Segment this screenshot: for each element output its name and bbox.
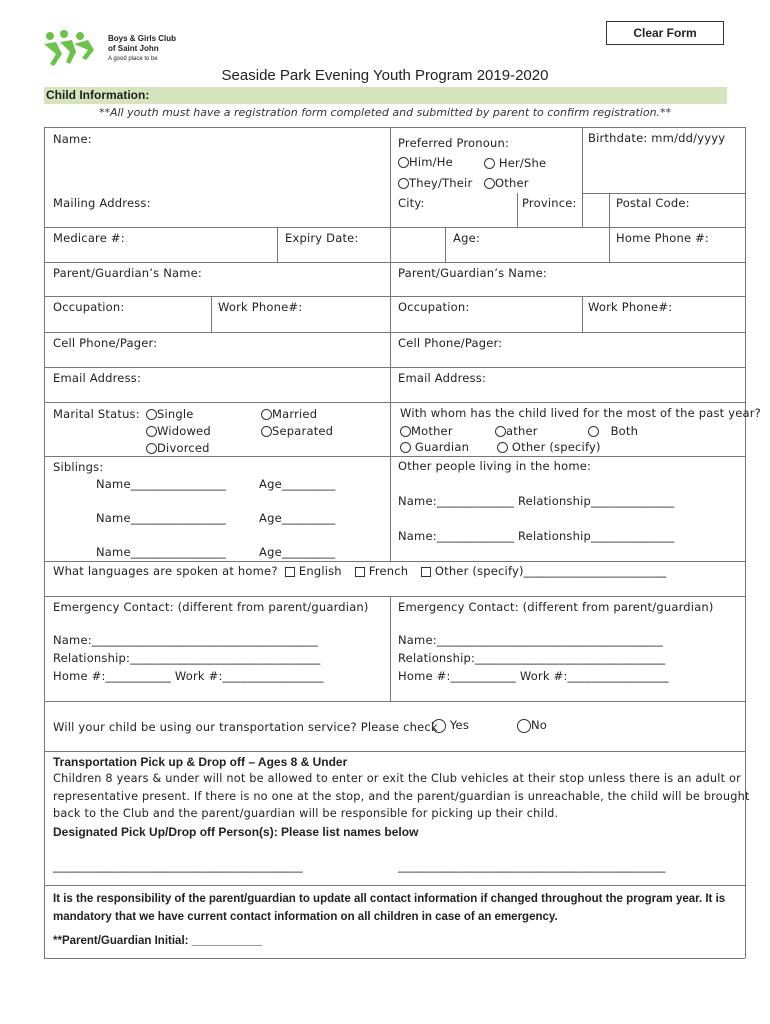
designated-blank-right[interactable]: _____________________________________________ xyxy=(398,859,666,873)
marital-divorced-option[interactable]: Divorced xyxy=(146,441,210,455)
emergency-contact-label-1: Emergency Contact: (different from parent/guardian) xyxy=(53,600,369,614)
lived-with-question: With whom has the child lived for the most of the past year? xyxy=(400,406,761,420)
sibling-name-3[interactable]: Name________________ xyxy=(96,545,226,559)
transport-no-radio[interactable] xyxy=(517,719,531,733)
guardian-name-label-1: Parent/Guardian’s Name: xyxy=(53,266,202,280)
marital-separated-radio[interactable] xyxy=(261,426,272,437)
other-people-line-1[interactable]: Name:_____________ Relationship______________ xyxy=(398,494,675,508)
emergency-phones-2[interactable]: Home #:___________ Work #:_________________ xyxy=(398,669,669,683)
transport-heading: Transportation Pick up & Drop off – Ages 8 & Under xyxy=(53,755,348,769)
lived-other-option[interactable]: Other (specify) xyxy=(497,440,601,454)
pronoun-him-radio[interactable] xyxy=(398,157,409,168)
transport-no-option[interactable]: No xyxy=(517,718,547,733)
lived-mother-option[interactable]: Mother xyxy=(400,424,453,438)
lived-mother-radio[interactable] xyxy=(400,426,411,437)
marital-separated-option[interactable]: Separated xyxy=(261,424,333,438)
emergency-phones-1[interactable]: Home #:___________ Work #:_________________ xyxy=(53,669,324,683)
child-info-heading: Child Information: xyxy=(46,88,150,102)
sibling-age-3[interactable]: Age_________ xyxy=(259,545,336,559)
lang-english-checkbox[interactable] xyxy=(285,567,295,577)
pronoun-her-radio[interactable] xyxy=(484,158,495,169)
club-logo-icon xyxy=(42,30,102,68)
emergency-name-2[interactable]: Name:______________________________________ xyxy=(398,633,663,647)
logo-line1: Boys & Girls Club xyxy=(108,34,177,43)
emergency-name-1[interactable]: Name:______________________________________ xyxy=(53,633,318,647)
cell-phone-label-2: Cell Phone/Pager: xyxy=(398,336,503,350)
lived-both-radio[interactable] xyxy=(588,426,599,437)
medicare-label: Medicare #: xyxy=(53,231,125,245)
lived-both-option[interactable]: Both xyxy=(588,424,638,438)
responsibility-text-2: mandatory that we have current contact information on all children in case of an emergency. xyxy=(53,911,558,923)
birthdate-label: Birthdate: mm/dd/yyyy xyxy=(588,131,726,145)
logo-tagline: A good place to be xyxy=(108,56,158,62)
lang-other-option[interactable]: Other (specify)________________________ xyxy=(421,564,666,578)
lang-other-checkbox[interactable] xyxy=(421,567,431,577)
marital-widowed-option[interactable]: Widowed xyxy=(146,424,211,438)
lived-father-option[interactable]: ather xyxy=(495,424,538,438)
postal-code-label: Postal Code: xyxy=(616,196,690,210)
club-logo xyxy=(42,30,192,70)
emergency-contact-label-2: Emergency Contact: (different from parent/guardian) xyxy=(398,600,714,614)
preferred-pronoun-label: Preferred Pronoun: xyxy=(398,136,510,150)
clear-form-button[interactable]: Clear Form xyxy=(606,21,724,45)
lang-english-option[interactable]: English xyxy=(285,564,342,578)
lang-french-checkbox[interactable] xyxy=(355,567,365,577)
work-phone-label-1: Work Phone#: xyxy=(218,300,303,314)
province-label: Province: xyxy=(522,196,577,210)
transport-text-3: back to the Club and the parent/guardian will be responsible for picking up their child. xyxy=(53,807,559,820)
sibling-name-1[interactable]: Name________________ xyxy=(96,477,226,491)
sibling-age-2[interactable]: Age_________ xyxy=(259,511,336,525)
email-label-2: Email Address: xyxy=(398,371,487,385)
mailing-address-label: Mailing Address: xyxy=(53,196,151,210)
pronoun-other-radio[interactable] xyxy=(484,178,495,189)
lived-other-radio[interactable] xyxy=(497,442,508,453)
responsibility-text-1: It is the responsibility of the parent/guardian to update all contact information if changed throughout the program year. It is xyxy=(53,893,726,905)
other-people-label: Other people living in the home: xyxy=(398,459,592,473)
marital-single-radio[interactable] xyxy=(146,409,157,420)
marital-single-option[interactable]: Single xyxy=(146,407,194,421)
emergency-relationship-2[interactable]: Relationship:________________________________ xyxy=(398,651,666,665)
cell-phone-label-1: Cell Phone/Pager: xyxy=(53,336,158,350)
designated-person-heading: Designated Pick Up/Drop off Person(s): Please list names below xyxy=(53,825,419,839)
lived-guardian-radio[interactable] xyxy=(400,442,411,453)
lived-father-radio[interactable] xyxy=(495,426,506,437)
transport-yes-radio[interactable] xyxy=(432,719,446,733)
marital-widowed-radio[interactable] xyxy=(146,426,157,437)
page-title: Seaside Park Evening Youth Program 2019-2020 xyxy=(221,67,549,84)
emergency-relationship-1[interactable]: Relationship:________________________________ xyxy=(53,651,321,665)
marital-married-radio[interactable] xyxy=(261,409,272,420)
age-label: Age: xyxy=(453,231,480,245)
city-label: City: xyxy=(398,196,425,210)
transport-text-1: Children 8 years & under will not be allowed to enter or exit the Club vehicles at their stop unless there is an adult or xyxy=(53,772,741,785)
marital-married-option[interactable]: Married xyxy=(261,407,317,421)
transport-text-2: representative present. If there is no one at the stop, and the parent/guardian is unreachable, the child will be brought xyxy=(53,790,750,803)
name-label: Name: xyxy=(53,132,92,146)
sibling-name-2[interactable]: Name________________ xyxy=(96,511,226,525)
lang-french-option[interactable]: French xyxy=(355,564,408,578)
guardian-name-label-2: Parent/Guardian’s Name: xyxy=(398,266,547,280)
guardian-initial-field[interactable]: **Parent/Guardian Initial: ___________ xyxy=(53,935,263,947)
other-people-line-2[interactable]: Name:_____________ Relationship______________ xyxy=(398,529,675,543)
pronoun-they-option[interactable]: They/Their xyxy=(398,176,472,190)
work-phone-label-2: Work Phone#: xyxy=(588,300,673,314)
pronoun-other-option[interactable]: Other xyxy=(484,176,529,190)
lived-guardian-option[interactable]: Guardian xyxy=(400,440,469,454)
logo-line2: of Saint John xyxy=(108,44,159,53)
sibling-age-1[interactable]: Age_________ xyxy=(259,477,336,491)
pronoun-her-option[interactable]: Her/She xyxy=(484,156,546,170)
transport-question: Will your child be using our transportation service? Please check xyxy=(53,720,438,734)
email-label-1: Email Address: xyxy=(53,371,142,385)
languages-question: What languages are spoken at home? xyxy=(53,564,278,578)
registration-note: **All youth must have a registration form completed and submitted by parent to confirm registration.** xyxy=(98,106,672,119)
marital-divorced-radio[interactable] xyxy=(146,443,157,454)
transport-yes-option[interactable]: Yes xyxy=(432,718,469,733)
occupation-label-1: Occupation: xyxy=(53,300,125,314)
expiry-date-label: Expiry Date: xyxy=(285,231,359,245)
pronoun-him-option[interactable]: Him/He xyxy=(398,155,453,169)
designated-blank-left[interactable]: __________________________________________ xyxy=(53,859,303,873)
siblings-label: Siblings: xyxy=(53,460,104,474)
home-phone-label: Home Phone #: xyxy=(616,231,710,245)
marital-status-label: Marital Status: xyxy=(53,407,140,421)
pronoun-they-radio[interactable] xyxy=(398,178,409,189)
occupation-label-2: Occupation: xyxy=(398,300,470,314)
